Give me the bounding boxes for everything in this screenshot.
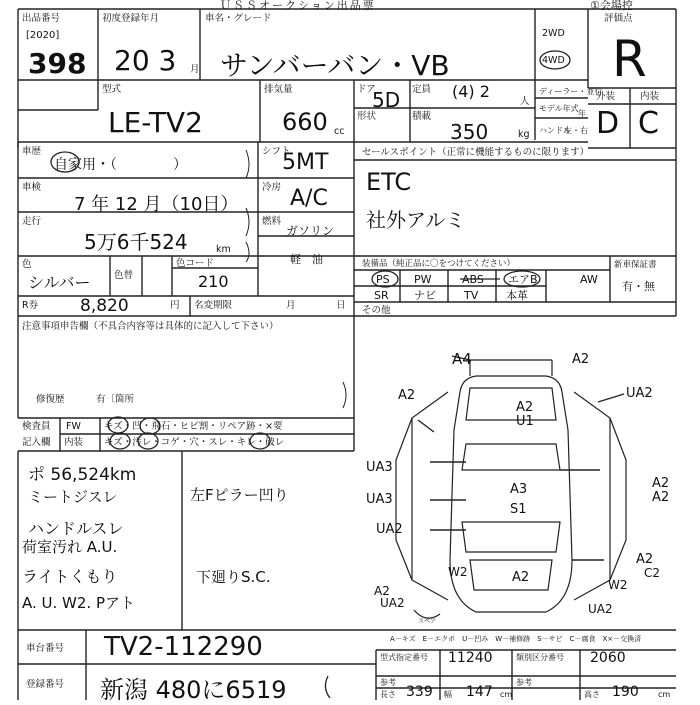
handle-label: ハンドル — [539, 126, 571, 135]
length-label: 長さ — [380, 690, 396, 699]
model-year-unit: 年 — [578, 109, 586, 118]
displacement-label: 排気量 — [264, 84, 293, 95]
color-label: 色 — [22, 259, 32, 270]
inspection-label: 車検 — [22, 182, 42, 193]
recycle-label: R券 — [22, 300, 39, 311]
load-label: 積載 — [412, 111, 432, 122]
color-change-label: 色替 — [114, 270, 134, 281]
diagram-mark: A3 — [510, 482, 528, 497]
remark-left-5: ライトくもり — [22, 567, 118, 586]
history-label: 車歴 — [22, 146, 42, 157]
displacement-value: 660 — [282, 108, 328, 136]
fw-items: キズ・凹・飛石・ヒビ割・リペア跡・×要 — [104, 421, 283, 432]
aircon-label: 冷房 — [262, 182, 282, 193]
other-label: その他 — [362, 305, 391, 316]
diagram-mark: A4 — [452, 350, 472, 368]
color-value: シルバー — [28, 273, 91, 292]
handle-options: 左・右 — [564, 126, 588, 135]
diagram-mark: A2 — [374, 584, 390, 598]
interior-check-items: キズ・汚レ・コゲ・穴・スレ・キレ・破レ — [104, 437, 285, 448]
diagram-mark: UA2 — [626, 386, 653, 401]
spare-label: スペア — [418, 618, 437, 625]
type-cert-value: 11240 — [448, 650, 493, 666]
diagram-mark: UA2 — [588, 602, 613, 616]
diagram-mark: A2 — [572, 352, 590, 367]
ref-label-2: 参考 — [516, 678, 532, 687]
capacity-value: (4) 2 — [452, 82, 490, 101]
equip-navi: ナビ — [414, 289, 436, 302]
remark-right-2: 下廻りS.C. — [196, 568, 271, 586]
diagram-mark: A2 — [652, 476, 670, 491]
diagram-mark: UA2 — [376, 522, 403, 537]
diagram-mark: W2 — [608, 578, 628, 592]
repair-history-value: 有〔箇所 — [96, 394, 135, 405]
load-unit: kg — [518, 129, 530, 140]
selling-point-2: 社外アルミ — [366, 208, 466, 232]
model-year-label: モデル年式 — [539, 104, 579, 113]
diagram-mark: A2 — [516, 400, 534, 415]
equip-aw: AW — [580, 273, 598, 286]
shape-label: 形状 — [357, 111, 377, 122]
warranty-label: 新車保証書 — [614, 260, 657, 270]
interior-check-label: 内装 — [64, 437, 84, 448]
drive-2wd: 2WD — [542, 28, 565, 39]
recycle-value: 8,820 — [80, 296, 129, 316]
form-title: ＵＳＳオークション出品票 — [220, 0, 376, 12]
equip-sr: SR — [374, 289, 389, 302]
damage-legend: A－キズ E－エクボ U－凹み W－補修跡 S－サビ C－腐食 X×－交換済 — [390, 635, 642, 643]
selling-point-1: ETC — [366, 168, 412, 196]
selling-points-label: セールスポイント（正常に機能するものに限ります） — [362, 147, 590, 158]
shift-value: 5MT — [282, 150, 329, 175]
model-label: 車名・グレード — [205, 13, 272, 24]
color-code-value: 210 — [198, 272, 229, 291]
lot-year-code: [2020] — [26, 30, 60, 41]
type-value: LE-TV2 — [108, 106, 203, 139]
diagram-mark: UA2 — [380, 596, 405, 610]
deadline-month: 月 — [286, 300, 296, 311]
drive-4wd: 4WD — [542, 55, 565, 66]
venue-copy-label: ①会場控 — [590, 0, 633, 12]
doors-label: ドア — [357, 84, 376, 95]
equipment-label: 装備品（純正品に〇をつけてください） — [362, 259, 516, 269]
diagram-mark: W2 — [448, 565, 468, 579]
warranty-value: 有・無 — [622, 280, 655, 293]
exterior-value: D — [596, 106, 620, 141]
notes-label: 注意事項申告欄（不具合内容等は具体的に記入して下さい） — [22, 321, 279, 332]
registration-value: 新潟 480に6519 — [100, 676, 287, 704]
registration-label: 登録番号 — [26, 679, 65, 690]
equip-tv: TV — [464, 289, 479, 302]
fuel-label: 燃料 — [262, 216, 282, 227]
diagram-mark: S1 — [510, 502, 527, 517]
remark-left-3: ハンドルスレ — [28, 519, 124, 538]
mileage-value: 5万6千524 — [84, 230, 188, 254]
inspector-label: 検査員 — [22, 421, 51, 432]
lot-label: 出品番号 — [22, 13, 61, 24]
diagram-mark: A2 — [398, 388, 416, 403]
width-unit: cm — [500, 690, 513, 699]
interior-label: 内装 — [640, 91, 660, 102]
equip-airbag: エアB — [508, 273, 538, 286]
height-label: 高さ — [584, 690, 600, 699]
diagram-mark: UA3 — [366, 492, 393, 507]
diagram-mark: UA3 — [366, 460, 393, 475]
entry-label: 記入欄 — [22, 437, 51, 448]
history-value: 自家用・（ ） — [54, 157, 187, 173]
chassis-value: TV2-112290 — [104, 632, 263, 662]
diagram-mark: A2 — [512, 570, 530, 585]
length-value: 339 — [406, 684, 433, 700]
lot-number: 398 — [28, 47, 87, 80]
recycle-unit: 円 — [170, 300, 180, 311]
diagram-mark: A2 — [636, 552, 654, 567]
equip-abs: ABS — [462, 273, 484, 286]
class-value: 2060 — [590, 650, 626, 666]
remark-left-4: 荷室汚れ A.U. — [22, 538, 118, 556]
width-label: 幅 — [444, 690, 452, 699]
mileage-unit: km — [216, 244, 231, 255]
fuel-alt: 軽 油 — [290, 253, 323, 266]
remark-left-2: ミートジスレ — [28, 488, 118, 506]
equip-ps: PS — [376, 273, 390, 286]
height-value: 190 — [612, 684, 639, 700]
name-change-deadline-label: 名変期限 — [194, 300, 233, 311]
aircon-value: A/C — [290, 186, 328, 211]
height-unit: cm — [658, 690, 671, 699]
capacity-label: 定員 — [412, 84, 432, 95]
dealer-label: ディーラー・並行 — [539, 87, 603, 96]
doors-value: 5D — [372, 88, 401, 112]
diagram-mark: C2 — [644, 566, 661, 580]
damage-lines — [418, 356, 624, 560]
class-label: 類別区分番号 — [516, 653, 564, 662]
grade-value: R — [612, 30, 647, 88]
inspection-value: 7 年 12 月（10日） — [74, 194, 239, 215]
first-reg-label: 初度登録年月 — [102, 13, 160, 24]
load-value: 350 — [450, 120, 489, 144]
fuel-value: ガソリン — [286, 224, 335, 238]
first-reg-value: 20 3 — [114, 44, 177, 77]
interior-value: C — [638, 106, 659, 141]
capacity-unit: 人 — [520, 96, 530, 107]
equip-leather: 本革 — [506, 289, 528, 302]
displacement-unit: cc — [334, 126, 345, 137]
diagram-mark: U1 — [516, 414, 534, 429]
remark-left-1: ポ 56,524km — [28, 465, 137, 485]
type-label: 型式 — [102, 84, 122, 95]
exterior-label: 外装 — [596, 91, 616, 102]
color-code-label: 色コード — [176, 258, 215, 269]
mileage-label: 走行 — [22, 216, 42, 227]
remark-right-1: 左Fピラー凹り — [190, 486, 289, 504]
model-value: サンバーバン・VB — [220, 49, 450, 82]
first-reg-month-unit: 月 — [190, 64, 200, 75]
deadline-day: 日 — [336, 300, 346, 311]
remark-left-6: A. U. W2. Pアト — [22, 594, 136, 612]
ref-label-1: 参考 — [380, 678, 396, 687]
fw-label: FW — [66, 421, 81, 432]
chassis-label: 車台番号 — [26, 643, 65, 654]
repair-history-label: 修復歴 — [36, 394, 65, 405]
width-value: 147 — [466, 684, 493, 700]
type-cert-label: 型式指定番号 — [380, 653, 428, 662]
diagram-mark: A2 — [652, 490, 670, 505]
equip-pw: PW — [414, 273, 432, 286]
grade-label: 評価点 — [604, 13, 633, 24]
shift-label: シフト — [262, 146, 291, 157]
